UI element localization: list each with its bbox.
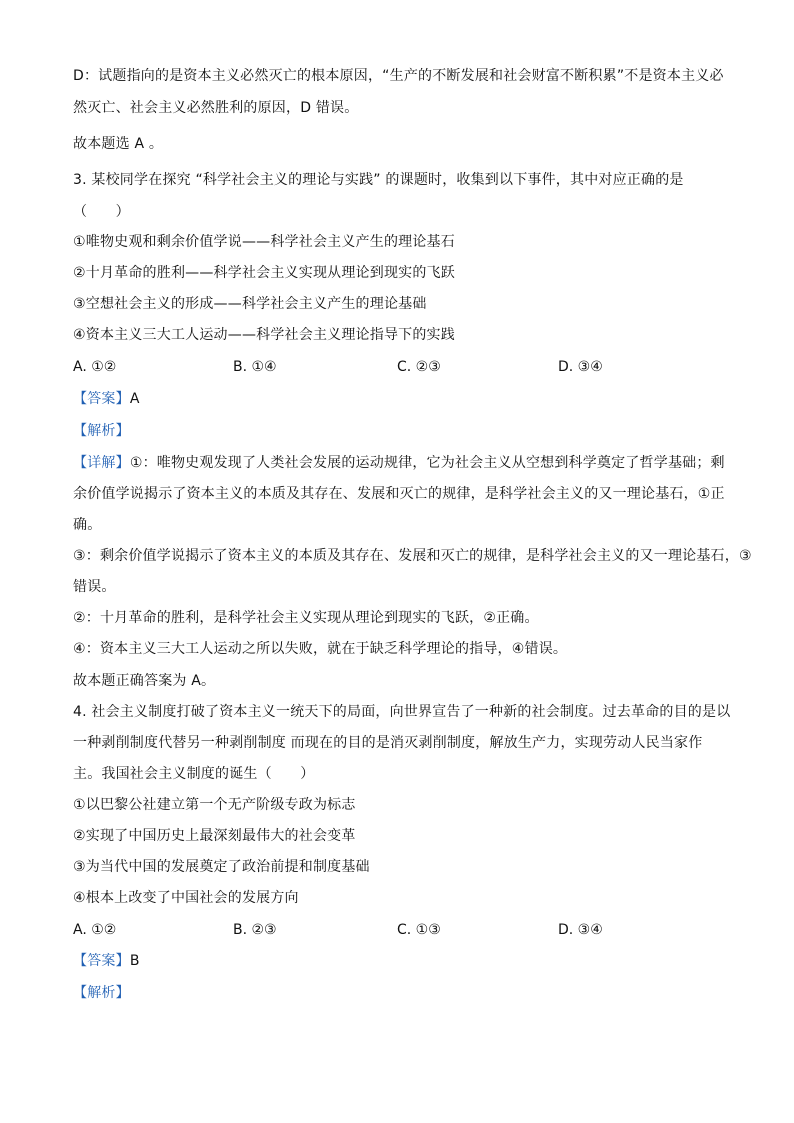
statement-3: ③为当代中国的发展奠定了政治前提和制度基础	[73, 859, 370, 875]
answer-value: A	[129, 391, 140, 407]
detail-tag: 【详解】	[73, 455, 130, 471]
statement-4: ④根本上改变了中国社会的发展方向	[73, 890, 299, 906]
detail-line: ③：剩余价值学说揭示了资本主义的本质及其存在、发展和灭亡的规律，是科学社会主义的又一理论基石，③	[73, 548, 752, 564]
answer-line	[73, 951, 763, 971]
detail-line	[73, 453, 763, 473]
text-line: D：试题指向的是资本主义必然灭亡的根本原因，“生产的不断发展和社会财富不断积累”不是资本主义必	[73, 68, 724, 84]
option-c: C. ②③	[397, 359, 441, 375]
statement-1: ①以巴黎公社建立第一个无产阶级专政为标志	[73, 797, 356, 813]
analysis-tag: 【解析】	[73, 985, 130, 1001]
option-b: B. ②③	[233, 922, 277, 938]
statement-2: ②实现了中国历史上最深刻最伟大的社会变革	[73, 828, 356, 844]
statement-3: ③空想社会主义的形成——科学社会主义产生的理论基础	[73, 296, 427, 312]
option-c: C. ①③	[397, 922, 441, 938]
statement-4: ④资本主义三大工人运动——科学社会主义理论指导下的实践	[73, 327, 455, 343]
detail-text: ①：唯物史观发现了人类社会发展的运动规律，它为社会主义从空想到科学奠定了哲学基础；剩	[129, 455, 725, 471]
question-stem: （ ）	[73, 204, 130, 220]
statement-2: ②十月革命的胜利——科学社会主义实现从理论到现实的飞跃	[73, 265, 455, 281]
question-stem: 3. 某校同学在探究 “科学社会主义的理论与实践” 的课题时，收集到以下事件，其中对应正确的是	[73, 172, 684, 188]
text-line: 然灭亡、社会主义必然胜利的原因，D 错误。	[73, 100, 359, 116]
analysis-tag-line	[73, 421, 763, 441]
answer-line	[73, 389, 763, 409]
option-d: D. ③④	[558, 359, 603, 375]
detail-line: ④：资本主义三大工人运动之所以失败，就在于缺乏科学理论的指导，④错误。	[73, 641, 568, 657]
text-line: 故本题选 A 。	[73, 136, 164, 152]
option-a: A. ①②	[73, 922, 117, 938]
option-b: B. ①④	[233, 359, 277, 375]
detail-line: 余价值学说揭示了资本主义的本质及其存在、发展和灭亡的规律，是科学社会主义的又一理论基石，①正	[73, 486, 725, 502]
question-stem: 4. 社会主义制度打破了资本主义一统天下的局面，向世界宣告了一种新的社会制度。过去革命的目的是以	[73, 704, 731, 720]
question-stem: 主。我国社会主义制度的诞生（ ）	[73, 766, 315, 782]
analysis-tag: 【解析】	[73, 423, 130, 439]
analysis-tag-line	[73, 983, 763, 1003]
option-d: D. ③④	[558, 922, 603, 938]
detail-line: 故本题正确答案为 A。	[73, 673, 216, 689]
answer-tag: 【答案】	[73, 391, 130, 407]
option-a: A. ①②	[73, 359, 117, 375]
question-stem: 一种剥削制度代替另一种剥削制度 而现在的目的是消灭剥削制度，解放生产力，实现劳动人民当家作	[73, 735, 703, 751]
answer-tag: 【答案】	[73, 953, 130, 969]
answer-value: B	[129, 953, 140, 969]
detail-line: 错误。	[73, 579, 116, 595]
statement-1: ①唯物史观和剩余价值学说——科学社会主义产生的理论基石	[73, 234, 455, 250]
detail-line: ②：十月革命的胜利，是科学社会主义实现从理论到现实的飞跃，②正确。	[73, 610, 539, 626]
detail-line: 确。	[73, 517, 102, 533]
